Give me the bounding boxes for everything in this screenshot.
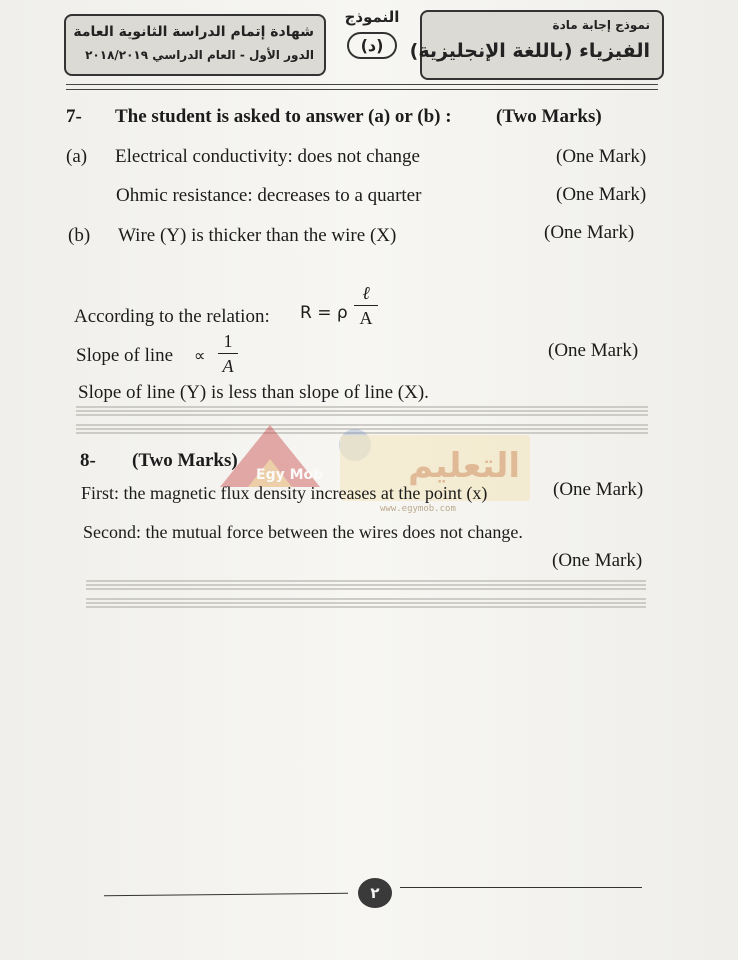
relation-fraction-bar	[354, 305, 378, 306]
q7-b-label: (b)	[68, 225, 91, 246]
separator-3	[86, 580, 646, 592]
relation-fraction	[354, 283, 378, 328]
q8-second-mark: (One Mark)	[552, 550, 643, 571]
q7-a-label: (a)	[66, 146, 88, 167]
watermark-brand-ar: التعليم	[408, 446, 520, 486]
subject-title: الفيزياء (باللغة الإنجليزية)	[409, 40, 650, 62]
slope-fraction	[218, 331, 238, 376]
slope-mark: (One Mark)	[548, 340, 639, 361]
q8-second: Second: the mutual force between the wires does not change.	[83, 522, 523, 542]
relation-numerator: ℓ	[362, 283, 370, 303]
model-code: (د)	[347, 32, 398, 59]
q7-b-line-mark: (One Mark)	[544, 222, 635, 243]
model-box	[330, 8, 414, 59]
q7-marks: (Two Marks)	[496, 106, 602, 127]
q8-first-mark: (One Mark)	[553, 479, 644, 500]
model-label: النموذج	[344, 8, 400, 26]
relation-lhs: R = ρ	[300, 303, 348, 323]
q8-first: First: the magnetic flux density increases at the point (x)	[81, 483, 488, 503]
q7-b-line: Wire (Y) is thicker than the wire (X)	[118, 225, 397, 246]
subject-header-box	[409, 10, 664, 80]
q7-number: 7-	[66, 106, 82, 127]
q7-a-line1: Electrical conductivity: does not change	[115, 146, 420, 167]
footer-line-left	[104, 893, 348, 897]
slope-text: Slope of line	[76, 345, 174, 366]
q8-number: 8-	[80, 450, 96, 471]
slope-numerator: 1	[223, 331, 233, 351]
answer-model-label: نموذج إجابة مادة	[552, 18, 650, 32]
relation-denominator: A	[359, 308, 373, 328]
proportional-symbol: ∝	[194, 346, 206, 365]
session-year: الدور الأول - العام الدراسي ٢٠١٨/٢٠١٩	[85, 48, 314, 62]
header-rule-top	[66, 84, 658, 85]
q8-marks: (Two Marks)	[132, 450, 238, 471]
q7-a-line1-mark: (One Mark)	[556, 146, 647, 167]
footer-line-right	[400, 887, 642, 888]
slope-fraction-bar	[218, 353, 238, 354]
q7-title: The student is asked to answer (a) or (b) :	[115, 106, 452, 127]
separator-4	[86, 598, 646, 610]
q7-a-line2: Ohmic resistance: decreases to a quarter	[116, 185, 422, 206]
page-number: ٢	[358, 878, 392, 908]
certificate-title: شهادة إتمام الدراسة الثانوية العامة	[73, 24, 314, 40]
watermark-brand-en: Egy Mob	[256, 467, 324, 483]
egymob-watermark	[200, 415, 545, 525]
header-rule-bottom	[66, 89, 658, 90]
watermark-url: www.egymob.com	[380, 504, 456, 514]
q7-a-line2-mark: (One Mark)	[556, 184, 647, 205]
slope-denominator: A	[222, 356, 234, 376]
relation-text: According to the relation:	[74, 306, 270, 327]
slope-conclusion: Slope of line (Y) is less than slope of line (X).	[78, 382, 429, 403]
certificate-header-box	[64, 14, 326, 76]
